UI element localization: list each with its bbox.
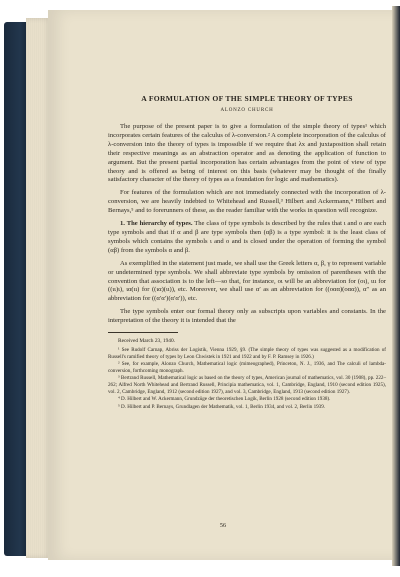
journal-page: [48, 10, 398, 560]
footnote-4: ⁴ D. Hilbert and W. Ackermann, Grundzüge der theoretischen Logik, Berlin 1928 (second edition 1938).: [118, 396, 331, 403]
intro-paragraph-2: For features of the formulation which are not immediately connected with the incorporation of λ-conversion, we are heavily indebted to Whitehead and Russell,³ Hilbert and Ackermann,⁴ Hilbert and Bernays,⁵ and to forerunners of these, as the reader familiar with the works in question will recognize.: [108, 189, 386, 215]
section-paragraph-3: The type symbols enter our formal theory only as subscripts upon variables and constants. In the interpretation of the theory it is intended that the: [108, 308, 386, 325]
page-number: 56: [219, 522, 227, 529]
page-content: [108, 94, 386, 411]
received-date: Received March 23, 1940.: [118, 338, 176, 345]
footnote-divider: [108, 332, 178, 333]
paper-author: ALONZO CHURCH: [220, 108, 274, 113]
paper-title: A FORMULATION OF THE SIMPLE THEORY OF TYPES: [141, 94, 353, 103]
section-paragraph-1: [108, 220, 386, 256]
footnote-5: ⁵ D. Hilbert and P. Bernays, Grundlagen der Mathematik, vol. 1, Berlin 1934, and vol. 2, Berlin 1939.: [118, 403, 326, 410]
section-heading: 1. The hierarchy of types.: [120, 220, 193, 228]
section-paragraph-2: As exemplified in the statement just made, we shall use the Greek letters α, β, γ to represent variable or undetermined type symbols. We shall abbreviate type symbols by omission of parentheses with the convention that association is to the left—so that, for instance, οι will be an abbreviation for (οι), ιιι for ((ιι)ι), ια(ιι) for ((ια)(ιι)), etc. Moreover, we shall use α′ as an abbreviation for ((οαα)(οαα)), α′′ as an abbreviation for ((α′α′)(α′α′)), etc.: [108, 259, 386, 303]
footnote-1: ¹ See Rudolf Carnap, Abriss der Logistik, Vienna 1929, §9. (The simple theory of types was suggested as a modification of Russell's ramified theory of types by Leon Chwistek in 1921 and 1922 and by F. P. Ramsey in 1926.): [108, 347, 386, 360]
facing-page-edge: [392, 6, 400, 566]
footnote-3: ³ Bertrand Russell, Mathematical logic as based on the theory of types, American journal of mathematics, vol. 30 (1908), pp. 222–262; Alfred North Whitehead and Bertrand Russell, Principia mathematica, vol. 1, Cambridge, England, 1910 (second edition 1925), vol. 2, Cambridge, England, 1912 (second edition 1927), and vol. 3, Cambridge, England, 1913 (second edition 1927).: [108, 375, 386, 395]
footnote-2: ² See, for example, Alonzo Church, Mathematical logic (mimeographed), Princeton, N. J., 1936, and The calculi of lambda-conversion, forthcoming monograph.: [108, 361, 386, 374]
section-first-text: The class of type symbols is described by the rules that ι and ο are each type symbols and that if α and β are type symbols then (αβ) is a type symbol: it is the least class of symbols which contains the symbols ι and ο and is closed under the operation of forming the symbol (αβ) from the symbols α and β.: [108, 220, 387, 254]
intro-paragraph-1: The purpose of the present paper is to give a formulation of the simple theory of types¹ which incorporates certain features of the calculus of λ-conversion.² A complete incorporation of the calculus of λ-conversion into the theory of types is impossible if we require that λx and juxtaposition shall retain their respective meanings as an abstraction operator and as denoting the application of function to argument. But the present partial incorporation has certain advantages from the point of view of type theory and is offered as being of interest on this basis (whatever may be thought of the finally satisfactory character of the theory of types as a foundation for logic and mathematics).: [108, 123, 386, 184]
